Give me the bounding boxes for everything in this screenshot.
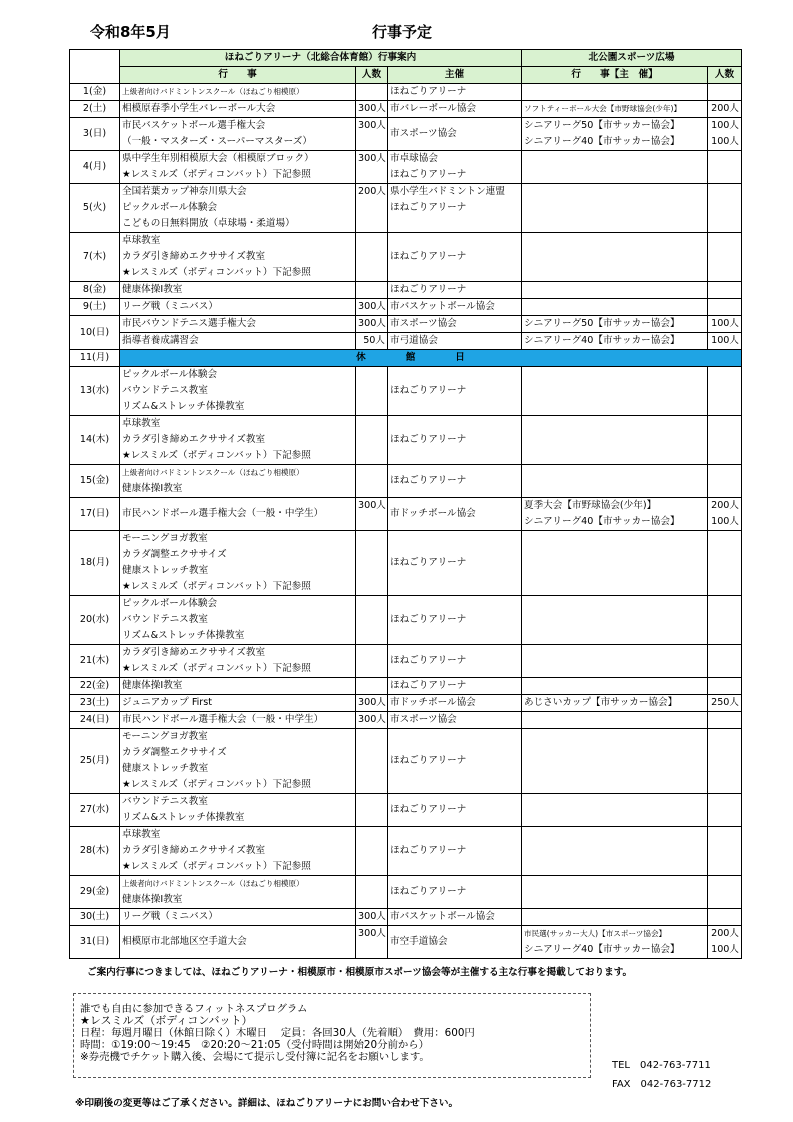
event-line: カラダ調整エクササイズ: [122, 747, 227, 758]
count-cell: 50人: [356, 333, 388, 350]
date-cell: 15(金): [70, 465, 120, 498]
event-line: ★レスミルズ（ボディコンバット）下記参照: [122, 267, 311, 278]
organizer-cell: [388, 282, 522, 299]
event-line: カラダ調整エクササイズ: [122, 549, 227, 560]
date-cell: 31(日): [70, 926, 120, 959]
table-row: [70, 712, 742, 729]
park-event-cell: [522, 876, 708, 909]
organizer-line: ほねごりアリーナ: [390, 655, 467, 666]
organizer-cell: [388, 118, 522, 151]
table-row: [70, 596, 742, 645]
event-line: 相模原市北部地区空手道大会: [122, 936, 247, 947]
event-line: リズム&ストレッチ体操教室: [122, 401, 245, 412]
event-column-header: 行 事: [120, 67, 356, 84]
park-count-column-header: 人数: [708, 67, 742, 84]
park-event-line: あじさいカップ【市サッカー協会】: [524, 697, 678, 708]
holiday-cell: 休館日: [120, 350, 742, 367]
event-line: リズム&ストレッチ体操教室: [122, 812, 245, 823]
event-cell: [120, 729, 356, 794]
park-count-cell: [708, 416, 742, 465]
date-cell: 28(木): [70, 827, 120, 876]
event-cell: [120, 531, 356, 596]
arena-header: ほねごりアリーナ（北総合体育館）行事案内: [120, 50, 522, 67]
date-cell: 30(土): [70, 909, 120, 926]
event-cell: [120, 926, 356, 959]
event-cell: 市民バウンドテニス選手権大会: [120, 316, 356, 333]
event-line: モーニングヨガ教室: [122, 533, 208, 544]
event-cell: [120, 118, 356, 151]
event-cell: [120, 827, 356, 876]
park-count-line: 100人: [711, 944, 739, 955]
count-cell: 300人: [356, 926, 388, 959]
event-cell: [120, 498, 356, 531]
event-cell: [120, 794, 356, 827]
park-event-cell: シニアリーグ50【市サッカー協会】: [522, 316, 708, 333]
event-line: 健康体操Ⅰ教室: [122, 680, 183, 691]
event-cell: [120, 299, 356, 316]
fitness-info-box: [73, 993, 591, 1078]
date-cell: 3(日): [70, 118, 120, 151]
event-line: （一般・マスターズ・スーパーマスターズ）: [122, 136, 312, 147]
event-line: 健康体操Ⅰ教室: [122, 284, 183, 295]
count-cell: [356, 596, 388, 645]
event-cell: [120, 596, 356, 645]
park-count-line: 200人: [711, 928, 739, 939]
park-count-cell: [708, 118, 742, 151]
date-cell: 1(金): [70, 84, 120, 101]
event-cell: [120, 712, 356, 729]
count-cell: [356, 645, 388, 678]
park-count-cell: [708, 695, 742, 712]
event-line: モーニングヨガ教室: [122, 731, 208, 742]
count-cell: [356, 827, 388, 876]
event-line: リーグ戦（ミニバス）: [122, 911, 218, 922]
count-cell: 200人: [356, 184, 388, 233]
holiday-row: [70, 350, 742, 367]
count-cell: [356, 876, 388, 909]
table-row: [70, 233, 742, 282]
event-line: ★レスミルズ（ボディコンバット）下記参照: [122, 450, 311, 461]
date-cell: 18(月): [70, 531, 120, 596]
event-line: バウンドテニス教室: [122, 796, 208, 807]
event-cell: [120, 84, 356, 101]
park-event-cell: [522, 416, 708, 465]
park-event-line: 夏季大会【市野球協会(少年)】: [524, 500, 657, 511]
event-line: ピックルボール体験会: [122, 598, 218, 609]
park-event-cell: [522, 101, 708, 118]
table-row: [70, 926, 742, 959]
park-count-cell: [708, 498, 742, 531]
table-row: [70, 416, 742, 465]
event-line: 上級者向けバドミントンスクール（ほねごり相模原）: [122, 468, 304, 477]
count-cell: 300人: [356, 118, 388, 151]
table-row: [70, 367, 742, 416]
fax-number: FAX 042-763-7712: [612, 1079, 712, 1090]
organizer-cell: [388, 416, 522, 465]
park-count-line: 200人: [711, 500, 739, 511]
date-cell: 22(金): [70, 678, 120, 695]
event-line: 市民バスケットボール選手権大会: [122, 120, 266, 131]
table-row: [70, 118, 742, 151]
park-event-cell: [522, 465, 708, 498]
organizer-cell: [388, 827, 522, 876]
park-event-cell: [522, 695, 708, 712]
organizer-cell: [388, 233, 522, 282]
table-row: [70, 299, 742, 316]
organizer-cell: [388, 84, 522, 101]
count-cell: [356, 233, 388, 282]
date-cell: 25(月): [70, 729, 120, 794]
date-cell: 21(木): [70, 645, 120, 678]
park-event-line: 市民選(サッカー大人)【市スポーツ協会】: [524, 929, 667, 938]
organizer-cell: [388, 531, 522, 596]
park-event-cell: [522, 84, 708, 101]
event-cell: [120, 909, 356, 926]
park-count-cell: 100人: [708, 316, 742, 333]
organizer-line: ほねごりアリーナ: [390, 845, 467, 856]
park-event-cell: [522, 827, 708, 876]
table-row: [70, 794, 742, 827]
park-count-cell: [708, 151, 742, 184]
event-cell: [120, 695, 356, 712]
organizer-cell: [388, 101, 522, 118]
park-count-cell: [708, 729, 742, 794]
park-count-cell: [708, 909, 742, 926]
park-event-cell: [522, 367, 708, 416]
park-header: 北公園スポーツ広場: [522, 50, 742, 67]
table-row: [70, 333, 742, 350]
organizer-cell: [388, 695, 522, 712]
organizer-cell: [388, 151, 522, 184]
event-line: カラダ引き締めエクササイズ教室: [122, 251, 266, 262]
event-line: ★レスミルズ（ボディコンバット）下記参照: [122, 581, 311, 592]
park-count-cell: [708, 876, 742, 909]
event-line: 卓球教室: [122, 418, 161, 429]
table-row: [70, 498, 742, 531]
fitness-line: 日程：毎週月曜日（休館日除く）木曜日 定員：各回30人（先着順） 費用：600円: [80, 1027, 475, 1039]
park-count-line: 100人: [711, 120, 739, 131]
organizer-cell: [388, 876, 522, 909]
event-line: 健康体操Ⅰ教室: [122, 483, 183, 494]
event-line: ★レスミルズ（ボディコンバット）下記参照: [122, 169, 311, 180]
organizer-cell: [388, 678, 522, 695]
organizer-line: 県小学生バドミントン連盟: [390, 186, 505, 197]
schedule-table: [69, 49, 742, 959]
date-cell: 2(土): [70, 101, 120, 118]
event-cell: [120, 184, 356, 233]
organizer-cell: [388, 367, 522, 416]
table-row: [70, 282, 742, 299]
event-line: ★レスミルズ（ボディコンバット）下記参照: [122, 779, 311, 790]
count-cell: [356, 531, 388, 596]
table-row: [70, 151, 742, 184]
organizer-cell: [388, 712, 522, 729]
fitness-line: 時間：①19:00～19:45 ②20:20～21:05（受付時間は開始20分前から）: [80, 1039, 430, 1051]
park-event-cell: [522, 794, 708, 827]
organizer-line: 市ドッチボール協会: [390, 508, 476, 519]
event-cell: [120, 151, 356, 184]
organizer-line: ほねごりアリーナ: [390, 86, 467, 97]
count-cell: 300人: [356, 498, 388, 531]
table-row: [70, 101, 742, 118]
organizer-cell: [388, 729, 522, 794]
organizer-cell: [388, 645, 522, 678]
count-cell: 300人: [356, 909, 388, 926]
count-column-header: 人数: [356, 67, 388, 84]
organizer-line: ほねごりアリーナ: [390, 804, 467, 815]
organizer-line: 市スポーツ協会: [390, 128, 457, 139]
count-cell: [356, 416, 388, 465]
organizer-line: 市ドッチボール協会: [390, 697, 476, 708]
event-cell: [120, 678, 356, 695]
table-row: [70, 695, 742, 712]
table-row: [70, 645, 742, 678]
table-row: [70, 184, 742, 233]
park-event-cell: [522, 282, 708, 299]
count-cell: 300人: [356, 712, 388, 729]
table-row: [70, 531, 742, 596]
event-line: 上級者向けバドミントンスクール（ほねごり相模原）: [122, 87, 304, 96]
event-line: ★レスミルズ（ボディコンバット）下記参照: [122, 663, 311, 674]
date-cell: 14(木): [70, 416, 120, 465]
date-cell: 27(水): [70, 794, 120, 827]
park-count-cell: [708, 299, 742, 316]
park-event-cell: [522, 909, 708, 926]
organizer-line: ほねごりアリーナ: [390, 202, 467, 213]
park-event-cell: [522, 729, 708, 794]
event-line: 相模原春季小学生バレーボール大会: [122, 103, 276, 114]
organizer-line: ほねごりアリーナ: [390, 169, 467, 180]
organizer-cell: [388, 909, 522, 926]
date-cell: 7(木): [70, 233, 120, 282]
event-line: カラダ引き締めエクササイズ教室: [122, 845, 266, 856]
count-cell: 300人: [356, 151, 388, 184]
event-line: 上級者向けバドミントンスクール（ほねごり相模原）: [122, 879, 304, 888]
event-cell: [120, 282, 356, 299]
page-month-title: 令和8年5月: [90, 23, 171, 41]
park-event-cell: [522, 596, 708, 645]
park-count-cell: [708, 596, 742, 645]
fitness-line: ※券売機でチケット購入後、会場にて提示し受付簿に記名をお願いします。: [80, 1051, 430, 1063]
park-event-line: シニアリーグ40【市サッカー協会】: [524, 944, 680, 955]
date-cell: 17(日): [70, 498, 120, 531]
park-event-line: ソフトティーボール大会【市野球協会(少年)】: [524, 104, 682, 113]
park-count-cell: [708, 282, 742, 299]
event-line: リーグ戦（ミニバス）: [122, 301, 218, 312]
table-row: [70, 678, 742, 695]
count-cell: 300人: [356, 695, 388, 712]
table-row: [70, 876, 742, 909]
event-cell: [120, 465, 356, 498]
main-note: ご案内行事につきましては、ほねごりアリーナ・相模原市・相模原市スポーツ協会等が主催する主な行事を掲載しております。: [87, 967, 633, 978]
park-count-cell: [708, 712, 742, 729]
event-line: 市民ハンドボール選手権大会（一般・中学生）: [122, 714, 324, 725]
organizer-line: ほねごりアリーナ: [390, 557, 467, 568]
count-cell: [356, 465, 388, 498]
footer-note: ※印刷後の変更等はご了承ください。詳細は、ほねごりアリーナにお問い合わせ下さい。: [75, 1098, 459, 1109]
event-cell: [120, 101, 356, 118]
date-cell: 8(金): [70, 282, 120, 299]
organizer-line: ほねごりアリーナ: [390, 614, 467, 625]
organizer-line: ほねごりアリーナ: [390, 755, 467, 766]
date-cell: 29(金): [70, 876, 120, 909]
organizer-line: ほねごりアリーナ: [390, 251, 467, 262]
organizer-line: 市卓球協会: [390, 153, 438, 164]
event-cell: [120, 645, 356, 678]
event-line: リズム&ストレッチ体操教室: [122, 630, 245, 641]
park-count-cell: [708, 794, 742, 827]
event-line: バウンドテニス教室: [122, 385, 208, 396]
count-cell: 300人: [356, 101, 388, 118]
event-cell: [120, 876, 356, 909]
event-line: ピックルボール体験会: [122, 202, 218, 213]
park-count-cell: [708, 465, 742, 498]
event-line: こどもの日無料開放（卓球場・柔道場）: [122, 218, 295, 229]
organizer-cell: [388, 498, 522, 531]
table-row: [70, 909, 742, 926]
date-cell: 11(月): [70, 350, 120, 367]
organizer-cell: 市弓道協会: [388, 333, 522, 350]
fitness-line: 誰でも自由に参加できるフィットネスプログラム: [80, 1003, 308, 1015]
date-cell: 4(月): [70, 151, 120, 184]
park-event-cell: [522, 233, 708, 282]
park-event-cell: [522, 498, 708, 531]
corner-cell: [70, 50, 120, 84]
park-event-cell: [522, 645, 708, 678]
count-cell: [356, 84, 388, 101]
organizer-line: 市バレーボール協会: [390, 103, 477, 114]
date-cell: 23(土): [70, 695, 120, 712]
organizer-cell: [388, 465, 522, 498]
park-event-cell: [522, 151, 708, 184]
park-count-cell: [708, 184, 742, 233]
event-line: カラダ引き締めエクササイズ教室: [122, 647, 266, 658]
park-event-line: シニアリーグ40【市サッカー協会】: [524, 136, 680, 147]
event-line: カラダ引き締めエクササイズ教室: [122, 434, 266, 445]
park-event-cell: [522, 184, 708, 233]
table-row: [70, 827, 742, 876]
event-cell: [120, 416, 356, 465]
event-line: 健康ストレッチ教室: [122, 565, 209, 576]
event-line: 健康ストレッチ教室: [122, 763, 209, 774]
organizer-cell: [388, 596, 522, 645]
organizer-column-header: 主催: [388, 67, 522, 84]
park-count-line: 100人: [711, 136, 739, 147]
park-count-cell: [708, 926, 742, 959]
event-cell: 指導者養成講習会: [120, 333, 356, 350]
park-event-cell: [522, 118, 708, 151]
organizer-line: ほねごりアリーナ: [390, 385, 467, 396]
park-count-cell: [708, 367, 742, 416]
park-count-cell: [708, 233, 742, 282]
park-event-column-header: 行 事【主 催】: [522, 67, 708, 84]
table-row: [70, 465, 742, 498]
park-count-line: 100人: [711, 516, 739, 527]
park-count-cell: [708, 101, 742, 118]
event-line: 卓球教室: [122, 235, 161, 246]
page-title: 行事予定: [372, 23, 433, 41]
telephone-number: TEL 042-763-7711: [612, 1060, 711, 1071]
park-count-line: 200人: [711, 103, 739, 114]
park-event-cell: [522, 299, 708, 316]
organizer-line: 市空手道協会: [390, 936, 448, 947]
count-cell: [356, 367, 388, 416]
count-cell: 300人: [356, 316, 388, 333]
organizer-cell: [388, 299, 522, 316]
event-line: ジュニアカップ First: [122, 697, 213, 708]
date-cell: 9(土): [70, 299, 120, 316]
count-cell: [356, 282, 388, 299]
count-cell: 300人: [356, 299, 388, 316]
event-line: 卓球教室: [122, 829, 161, 840]
event-line: ピックルボール体験会: [122, 369, 218, 380]
park-count-line: 250人: [711, 697, 739, 708]
organizer-line: ほねごりアリーナ: [390, 680, 467, 691]
organizer-line: ほねごりアリーナ: [390, 886, 467, 897]
event-cell: [120, 233, 356, 282]
organizer-line: ほねごりアリーナ: [390, 284, 467, 295]
organizer-cell: [388, 926, 522, 959]
park-count-cell: 100人: [708, 333, 742, 350]
table-row: [70, 316, 742, 333]
park-event-cell: [522, 678, 708, 695]
organizer-line: ほねごりアリーナ: [390, 475, 467, 486]
organizer-cell: [388, 794, 522, 827]
event-cell: [120, 367, 356, 416]
date-cell: 13(水): [70, 367, 120, 416]
organizer-line: 市スポーツ協会: [390, 714, 457, 725]
park-count-cell: [708, 645, 742, 678]
event-line: バウンドテニス教室: [122, 614, 208, 625]
park-count-cell: [708, 84, 742, 101]
park-event-line: シニアリーグ40【市サッカー協会】: [524, 516, 680, 527]
park-count-cell: [708, 827, 742, 876]
organizer-line: 市バスケットボール協会: [390, 301, 495, 312]
event-line: 県中学生年別相模原大会（相模原ブロック）: [122, 153, 314, 164]
park-event-cell: [522, 712, 708, 729]
park-event-cell: [522, 531, 708, 596]
event-line: ★レスミルズ（ボディコンバット）下記参照: [122, 861, 311, 872]
organizer-line: 市バスケットボール協会: [390, 911, 495, 922]
organizer-cell: [388, 184, 522, 233]
park-event-line: シニアリーグ50【市サッカー協会】: [524, 120, 680, 131]
organizer-cell: 市スポーツ協会: [388, 316, 522, 333]
park-count-cell: [708, 531, 742, 596]
event-line: 市民ハンドボール選手権大会（一般・中学生）: [122, 508, 324, 519]
fitness-line: ★レスミルズ（ボディコンバット）: [80, 1014, 253, 1027]
event-line: 全国若葉カップ神奈川県大会: [122, 186, 247, 197]
count-cell: [356, 729, 388, 794]
count-cell: [356, 678, 388, 695]
date-cell: 5(火): [70, 184, 120, 233]
table-row: [70, 729, 742, 794]
date-cell: 20(水): [70, 596, 120, 645]
event-line: 健康体操Ⅰ教室: [122, 894, 183, 905]
table-row: [70, 84, 742, 101]
park-count-cell: [708, 678, 742, 695]
date-cell: 10(日): [70, 316, 120, 350]
count-cell: [356, 794, 388, 827]
organizer-line: ほねごりアリーナ: [390, 434, 467, 445]
park-event-cell: シニアリーグ40【市サッカー協会】: [522, 333, 708, 350]
date-cell: 24(日): [70, 712, 120, 729]
park-event-cell: [522, 926, 708, 959]
